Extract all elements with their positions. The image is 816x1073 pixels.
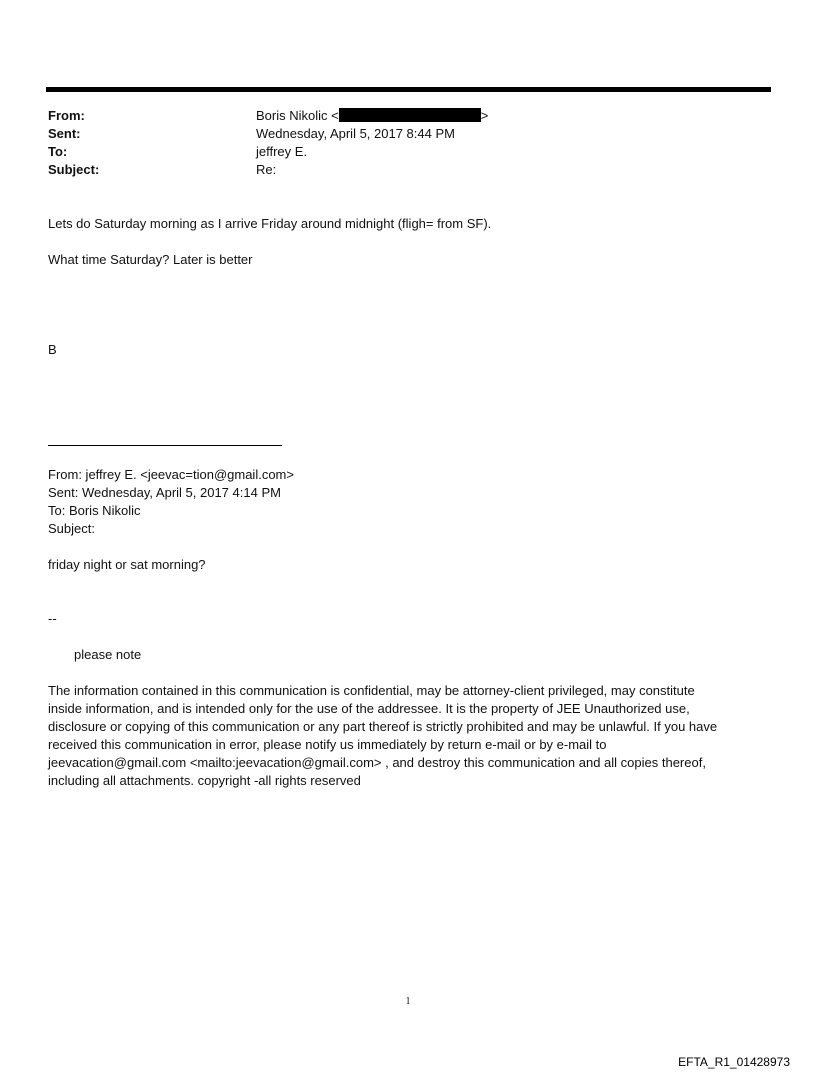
header-subject-row (48, 161, 748, 179)
disclaimer-line: inside information, and is intended only for the use of the addressee. It is the property of JEE Unauthorized use, (48, 701, 690, 716)
header-to-row (48, 143, 748, 161)
redaction-box (339, 108, 481, 122)
disclaimer-block (48, 682, 758, 790)
forwarded-to: To: Boris Nikolic (48, 503, 141, 518)
header-top-rule (46, 87, 771, 92)
page-number: 1 (405, 996, 411, 1007)
document-id: EFTA_R1_01428973 (678, 1055, 790, 1069)
disclaimer-line: including all attachments. copyright -all rights reserved (48, 773, 361, 788)
forwarded-subject: Subject: (48, 521, 95, 536)
disclaimer-line: disclosure or copying of this communication or any part thereof is strictly prohibited and may be unlawful. If you have (48, 719, 718, 734)
header-from-row (48, 107, 748, 125)
disclaimer-line: The information contained in this communication is confidential, may be attorney-client privileged, may constitute (48, 683, 695, 698)
forwarded-body: friday night or sat morning? (48, 557, 206, 572)
disclaimer-line: jeevacation@gmail.com <mailto:jeevacation@gmail.com> , and destroy this communication and all copies thereof, (48, 755, 706, 770)
body-line-1: Lets do Saturday morning as I arrive Friday around midnight (fligh= from SF). (48, 216, 492, 231)
quote-separator-rule (48, 445, 282, 446)
from-value (256, 107, 488, 125)
subject-value: Re: (256, 162, 277, 177)
forwarded-sent: Sent: Wednesday, April 5, 2017 4:14 PM (48, 485, 281, 500)
signature-separator: -- (48, 611, 57, 626)
to-label: To: (48, 144, 68, 159)
body-signature: B (48, 342, 57, 357)
disclaimer-line: received this communication in error, please notify us immediately by return e-mail or by e-mail to (48, 737, 607, 752)
from-value-prefix: Boris Nikolic < (256, 108, 339, 123)
from-value-suffix: > (480, 108, 489, 123)
from-label: From: (48, 108, 85, 123)
sent-value: Wednesday, April 5, 2017 8:44 PM (256, 126, 455, 141)
body-line-2: What time Saturday? Later is better (48, 252, 253, 267)
subject-label: Subject: (48, 162, 100, 177)
please-note: please note (74, 647, 142, 662)
header-sent-row (48, 125, 748, 143)
to-value: jeffrey E. (256, 144, 308, 159)
forwarded-from: From: jeffrey E. <jeevac=tion@gmail.com> (48, 467, 294, 482)
sent-label: Sent: (48, 126, 81, 141)
